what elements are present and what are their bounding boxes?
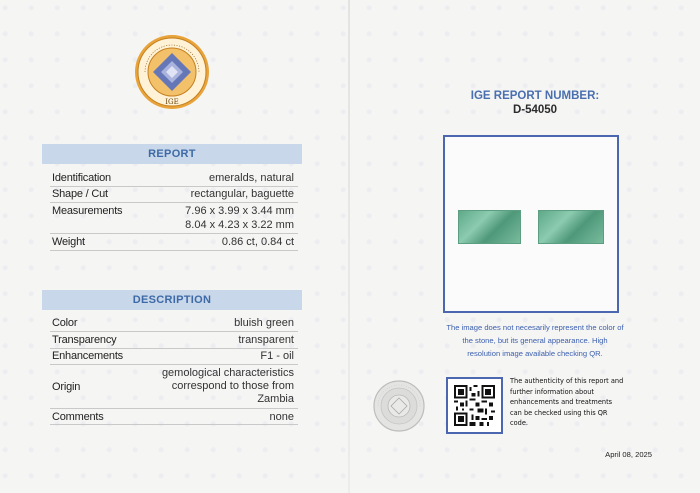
disclaimer-line-1: The image does not necesarily represent the color of [446, 323, 624, 332]
measurements-value-2: 8.04 x 4.23 x 3.22 mm [185, 219, 294, 231]
origin-value-1: gemological characteristics [161, 367, 294, 379]
color-row [50, 317, 298, 332]
transparency-label: Transparency [52, 334, 117, 346]
enhancements-value: F1 - oil [260, 350, 294, 362]
comments-label: Comments [52, 411, 104, 423]
origin-value-3: Zambia [257, 393, 294, 405]
origin-label: Origin [52, 381, 81, 393]
enhancements-label: Enhancements [52, 350, 123, 362]
report-section-header: REPORT [42, 144, 302, 164]
enhancements-row [50, 350, 298, 365]
qr-code-frame[interactable] [446, 377, 503, 434]
embossed-stamp-icon [372, 379, 426, 433]
color-value: bluish green [234, 317, 294, 329]
disclaimer-line-3: resolution image available checking QR. [467, 349, 603, 358]
auth-line-1: The authenticity of this report and [510, 377, 624, 385]
ige-seal-logo [133, 33, 211, 111]
comments-value: none [269, 411, 294, 423]
weight-value: 0.86 ct, 0.84 ct [221, 236, 294, 248]
origin-value-2: correspond to those from [171, 380, 294, 392]
auth-line-5: code. [510, 419, 528, 427]
identification-row [50, 172, 298, 187]
qr-code-icon[interactable] [454, 385, 495, 426]
seal-initials: IGE [165, 98, 179, 106]
measurements-value-1: 7.96 x 3.99 x 3.44 mm [185, 205, 294, 217]
report-number: D-54050 [512, 104, 558, 116]
measurements-row [50, 205, 298, 234]
auth-line-2: further information about [510, 387, 595, 396]
report-number-title: IGE REPORT NUMBER: [470, 90, 600, 102]
origin-row [50, 367, 298, 409]
stone-photo [443, 135, 619, 313]
weight-row [50, 236, 298, 251]
image-disclaimer [420, 321, 650, 360]
transparency-row [50, 334, 298, 349]
identification-label: Identification [52, 172, 111, 184]
authenticity-note [510, 376, 640, 429]
transparency-value: transparent [238, 334, 294, 346]
disclaimer-line-2: the stone, but its general appearance. High [462, 336, 608, 345]
color-label: Color [52, 317, 78, 329]
auth-line-4: can be checked using this QR [510, 408, 608, 417]
shape-cut-label: Shape / Cut [52, 188, 108, 200]
comments-row [50, 411, 298, 425]
shape-cut-row [50, 188, 298, 203]
page-fold [348, 0, 350, 493]
measurements-label: Measurements [52, 205, 123, 217]
emerald-stone-1 [458, 210, 521, 244]
report-date: April 08, 2025 [605, 450, 652, 459]
auth-line-3: enhancements and treatments [510, 398, 613, 406]
description-section-header: DESCRIPTION [42, 290, 302, 310]
identification-value: emeralds, natural [209, 172, 294, 184]
emerald-stone-2 [538, 210, 604, 244]
shape-cut-value: rectangular, baguette [190, 188, 294, 200]
weight-label: Weight [52, 236, 85, 248]
